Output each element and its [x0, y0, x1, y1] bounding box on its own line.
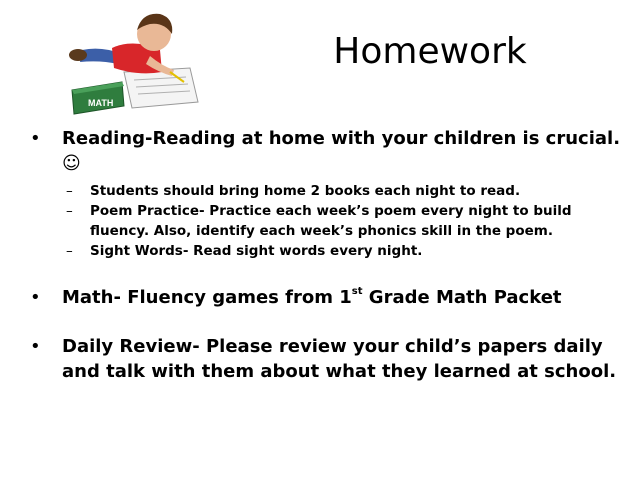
slide-title: Homework: [333, 31, 527, 72]
bullet-text-daily-review: Daily Review- Please review your child’s papers daily and talk with them about what they learned at school.: [62, 336, 617, 382]
dash-icon: –: [66, 243, 73, 259]
bullet-icon: •: [30, 336, 41, 357]
math-book-label: MATH: [88, 98, 114, 108]
reading-subitems: [24, 181, 624, 261]
child-doing-homework-icon: [62, 10, 202, 115]
subitem-poem-practice: – Poem Practice- Practice each week’s poem every night to build fluency. Also, identify each week’s phonics skill in the poem.: [66, 203, 572, 239]
bullet-item-math: [24, 285, 624, 310]
bullet-item-reading: [24, 126, 624, 261]
bullet-icon: •: [30, 128, 41, 149]
bullet-text-math: Math- Fluency games from 1st Grade Math Packet: [62, 286, 562, 308]
bullet-text-reading: Reading-Reading at home with your children is crucial.: [62, 128, 621, 149]
dash-icon: –: [66, 203, 73, 219]
subitem-sight-words: – Sight Words- Read sight words every night.: [66, 243, 423, 259]
bullet-item-daily-review: [24, 334, 624, 384]
smiley-icon: ☺: [62, 153, 81, 174]
slide-content: [24, 126, 624, 384]
bullet-icon: •: [30, 287, 41, 308]
subitem-books: – Students should bring home 2 books each night to read.: [66, 183, 521, 199]
dash-icon: –: [66, 183, 73, 199]
